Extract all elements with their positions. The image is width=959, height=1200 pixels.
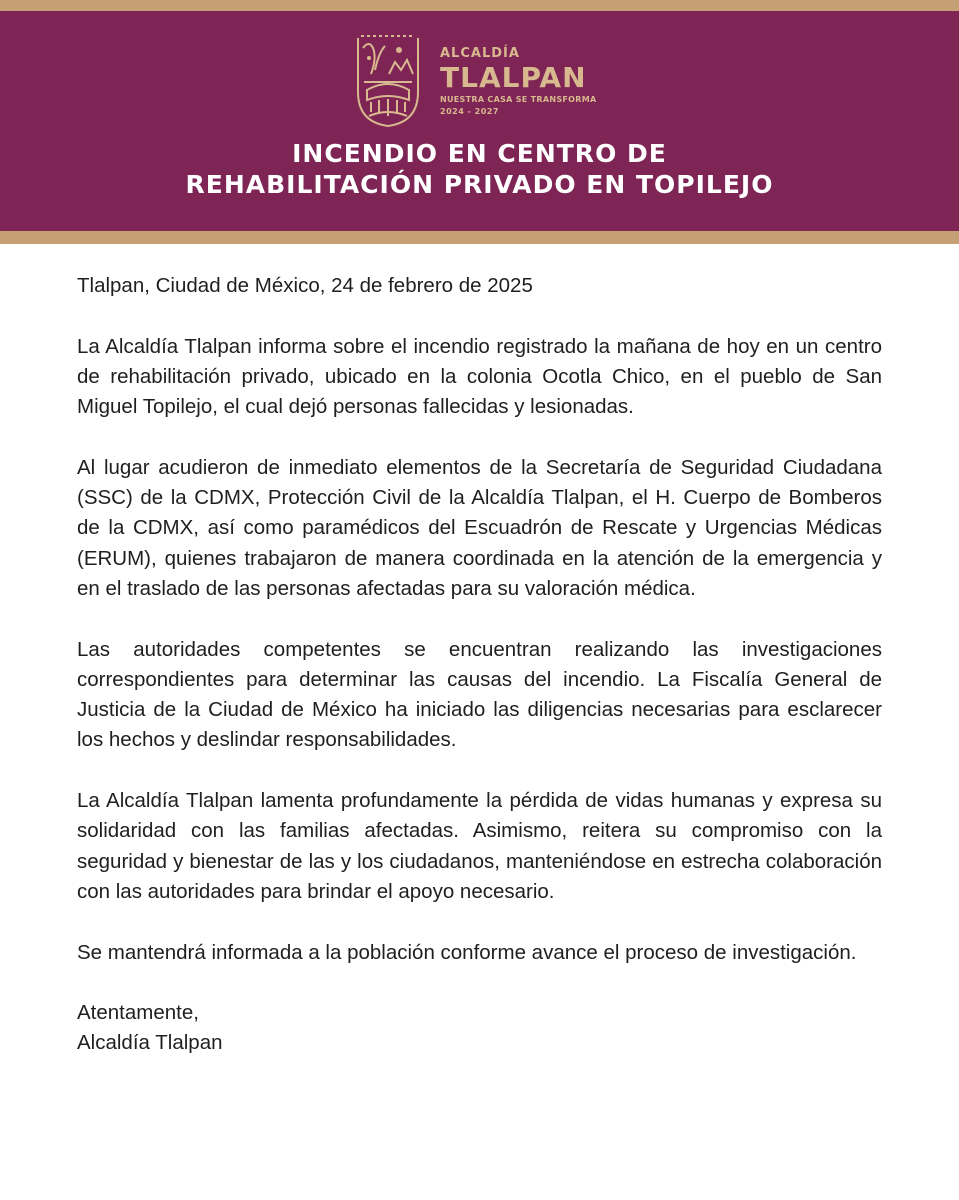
- dateline: Tlalpan, Ciudad de México, 24 de febrero de 2025: [77, 274, 533, 297]
- gold-top-stripe: [0, 0, 959, 11]
- logo-years: 2024 - 2027: [440, 107, 499, 116]
- paragraph-incident: La Alcaldía Tlalpan informa sobre el incendio registrado la mañana de hoy en un centro de rehabilitación privado, ubicado en la colonia Ocotla Chico, en el pueblo de San Miguel Topilejo, el cual dejó personas fallecidas y lesionadas.: [77, 334, 882, 419]
- tlalpan-crest-icon: [355, 30, 421, 128]
- title-line-1: INCENDIO EN CENTRO DE: [292, 139, 667, 168]
- logo-tlalpan: TLALPAN: [440, 61, 587, 94]
- page-title: [0, 138, 959, 200]
- signature: Alcaldía Tlalpan: [77, 1031, 223, 1055]
- paragraph-response: Al lugar acudieron de inmediato elementos de la Secretaría de Seguridad Ciudadana (SSC) de la CDMX, Protección Civil de la Alcaldía Tlalpan, el H. Cuerpo de Bomberos de la CDMX, así como paramédicos del Escuadrón de Rescate y Urgencias Médicas (ERUM), quienes trabajaron de manera coordinada en la atención de la emergencia y en el traslado de las personas afectadas para su valoración médica.: [77, 455, 882, 600]
- paragraph-investigation: Las autoridades competentes se encuentran realizando las investigaciones correspondientes para determinar las causas del incendio. La Fiscalía General de Justicia de la Ciudad de México ha iniciado las diligencias necesarias para esclarecer los hechos y deslindar responsabilidades.: [77, 637, 882, 752]
- header-banner: [0, 0, 959, 244]
- logo-alcaldia: ALCALDÍA: [440, 46, 520, 61]
- title-line-2: REHABILITACIÓN PRIVADO EN TOPILEJO: [185, 170, 774, 199]
- tlalpan-logo-wordmark: [440, 46, 596, 118]
- logo-tagline: NUESTRA CASA SE TRANSFORMA: [440, 95, 597, 104]
- paragraph-condolences: La Alcaldía Tlalpan lamenta profundamente la pérdida de vidas humanas y expresa su solidaridad con las familias afectadas. Asimismo, reitera su compromiso con la seguridad y bienestar de las y los ciudadanos, manteniéndose en estrecha colaboración con las autoridades para brindar el apoyo necesario.: [77, 789, 882, 903]
- press-release-body: [77, 271, 882, 1059]
- closing: Atentamente,: [77, 1001, 199, 1025]
- gold-bottom-stripe: [0, 231, 959, 244]
- paragraph-updates: Se mantendrá informada a la población conforme avance el proceso de investigación.: [77, 940, 857, 964]
